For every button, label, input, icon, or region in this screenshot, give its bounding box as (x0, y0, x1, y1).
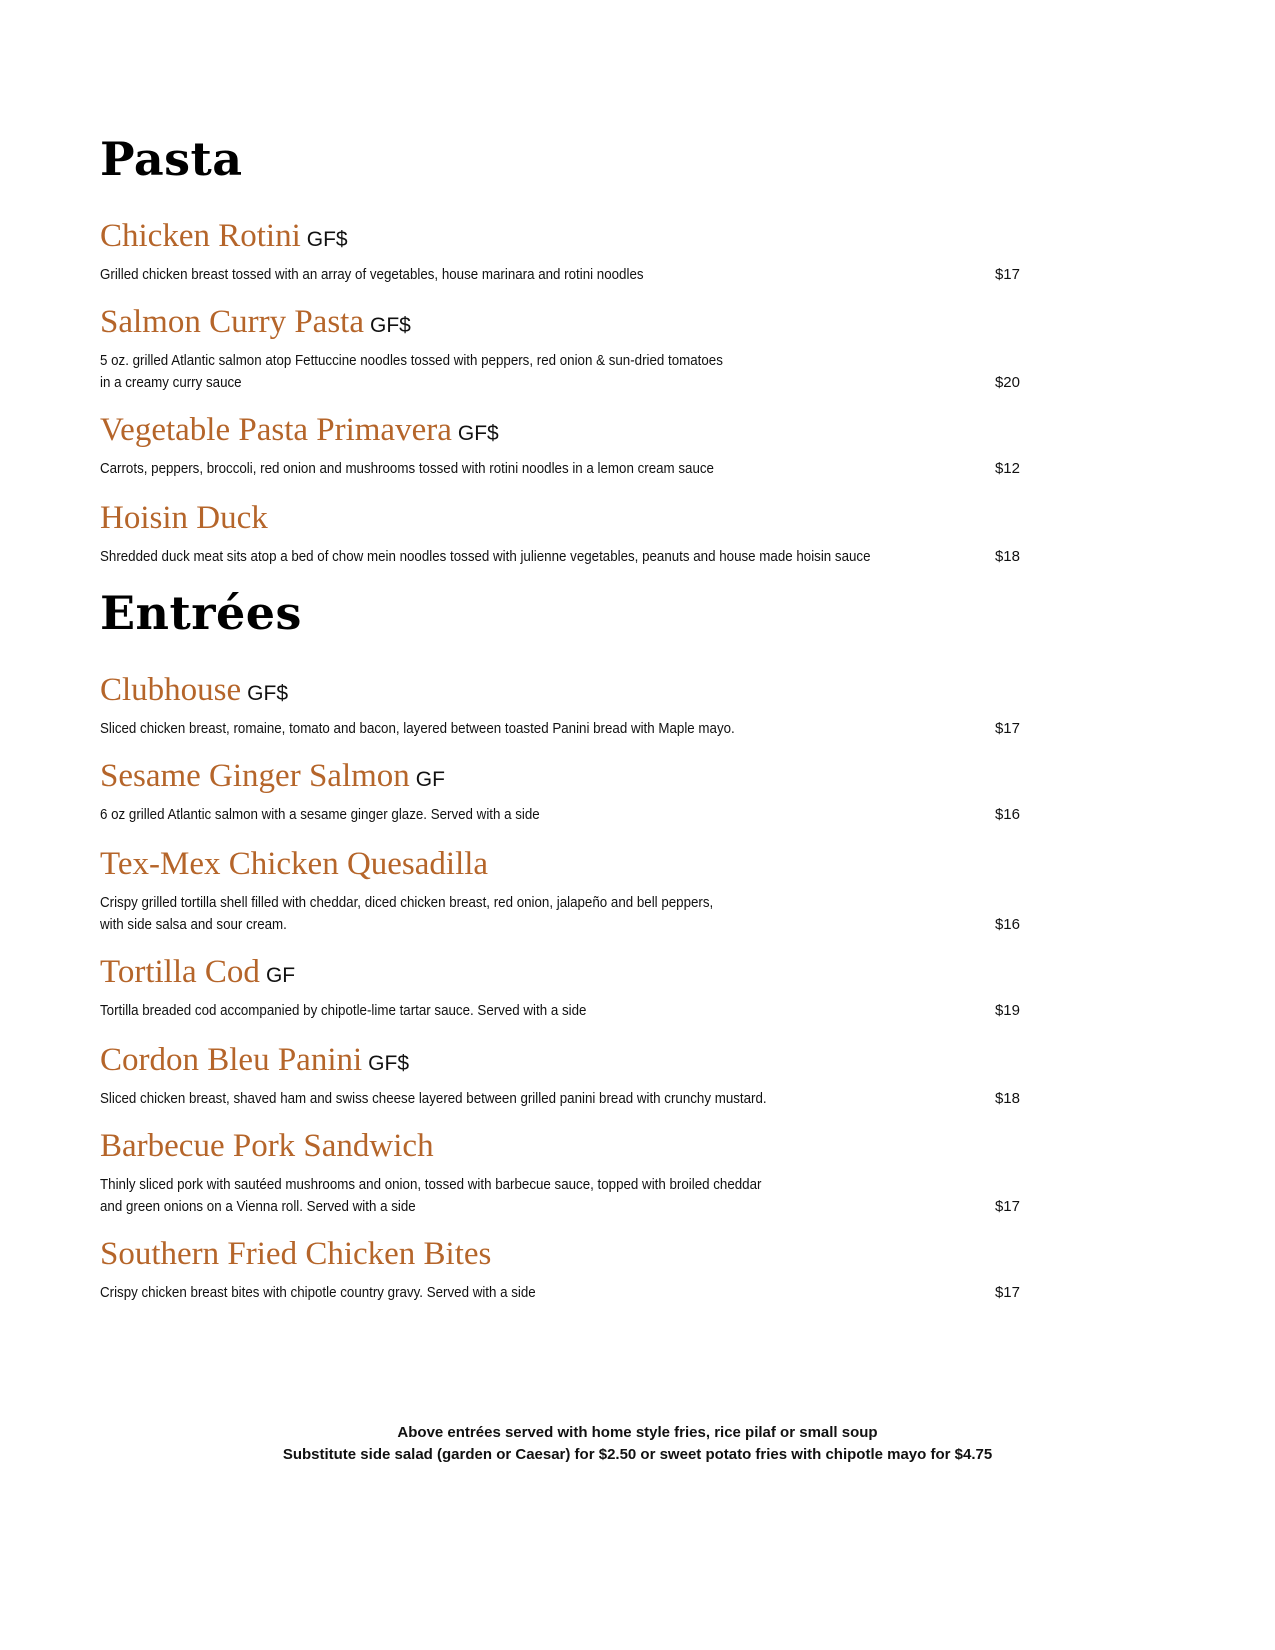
menu-item-description (100, 264, 836, 286)
menu-item (100, 1040, 1020, 1110)
menu-item-price: $18 (994, 1090, 1020, 1107)
menu-item-price: $17 (994, 266, 1020, 283)
menu-item-name: Barbecue Pork Sandwich (100, 1128, 434, 1164)
description-line: with side salsa and sour cream. (100, 917, 287, 933)
description-line: Tortilla breaded cod accompanied by chipotle-lime tartar sauce. Served with a side (100, 1003, 587, 1019)
menu-item-name: Hoisin Duck (100, 500, 268, 536)
menu-item (100, 410, 1020, 480)
menu-item-title (100, 216, 1020, 260)
menu-item (100, 216, 1020, 286)
menu-item-price: $18 (994, 548, 1020, 565)
menu-item-title (100, 952, 1020, 996)
description-line: 5 oz. grilled Atlantic salmon atop Fettuccine noodles tossed with peppers, red onion & sun-dried tomatoes (100, 353, 723, 369)
menu-item-price: $17 (994, 720, 1020, 737)
description-line: Grilled chicken breast tossed with an array of vegetables, house marinara and rotini noodles (100, 267, 644, 283)
menu-item-name: Chicken Rotini (100, 218, 301, 254)
menu-item-name: Vegetable Pasta Primavera (100, 412, 452, 448)
menu-item-price: $19 (994, 1002, 1020, 1019)
menu-item-name: Salmon Curry Pasta (100, 304, 364, 340)
description-line: Sliced chicken breast, romaine, tomato and bacon, layered between toasted Panini bread with Maple mayo. (100, 721, 735, 737)
menu-item (100, 670, 1020, 740)
menu-item-price: $17 (994, 1284, 1020, 1301)
description-line: in a creamy curry sauce (100, 375, 242, 391)
menu-item-description (100, 546, 871, 568)
pasta-section-title: Pasta (100, 132, 243, 186)
menu-item-description (100, 892, 836, 936)
menu-item-description (100, 804, 836, 826)
menu-item-description (100, 1174, 836, 1218)
menu-item-tag: GF$ (368, 1052, 410, 1075)
menu-item (100, 498, 1020, 568)
sides-note-line: Above entrées served with home style fries, rice pilaf or small soup (397, 1424, 878, 1441)
menu-item (100, 1234, 1020, 1304)
menu-item-name: Sesame Ginger Salmon (100, 758, 410, 794)
description-line: Thinly sliced pork with sautéed mushrooms and onion, tossed with barbecue sauce, topped with broiled cheddar (100, 1177, 762, 1193)
description-line: Shredded duck meat sits atop a bed of chow mein noodles tossed with julienne vegetables, peanuts and house made hoisin sauce (100, 549, 871, 565)
menu-item-description (100, 1088, 836, 1110)
description-line: Sliced chicken breast, shaved ham and swiss cheese layered between grilled panini bread with crunchy mustard. (100, 1091, 767, 1107)
menu-item-tag: GF$ (247, 682, 289, 705)
menu-item (100, 302, 1020, 394)
description-line: and green onions on a Vienna roll. Served with a side (100, 1199, 416, 1215)
menu-item (100, 756, 1020, 826)
menu-item-description (100, 458, 836, 480)
menu-item-name: Tortilla Cod (100, 954, 260, 990)
menu-item-title (100, 498, 1020, 542)
menu-item-title (100, 670, 1020, 714)
description-line: Crispy chicken breast bites with chipotle country gravy. Served with a side (100, 1285, 536, 1301)
description-line: 6 oz grilled Atlantic salmon with a sesame ginger glaze. Served with a side (100, 807, 540, 823)
menu-item-title (100, 410, 1020, 454)
menu-item-description (100, 718, 836, 740)
description-line: Crispy grilled tortilla shell filled with cheddar, diced chicken breast, red onion, jalapeño and bell peppers, (100, 895, 714, 911)
menu-item-tag: GF$ (369, 314, 411, 337)
menu-item-title (100, 1234, 1020, 1278)
menu-item-price: $16 (994, 916, 1020, 933)
menu-item-tag: GF$ (457, 422, 499, 445)
menu-item-price: $16 (994, 806, 1020, 823)
menu-item (100, 952, 1020, 1022)
menu-item-price: $12 (994, 460, 1020, 477)
menu-item-tag: GF$ (306, 228, 348, 251)
menu-item-description (100, 1282, 836, 1304)
menu-item-price: $17 (994, 1198, 1020, 1215)
menu-item-title (100, 302, 1020, 346)
sides-note (0, 1422, 1275, 1466)
menu-item-name: Southern Fried Chicken Bites (100, 1236, 492, 1272)
sides-note-line: Substitute side salad (garden or Caesar) for $2.50 or sweet potato fries with chipotle mayo for $4.75 (282, 1446, 993, 1463)
menu-item-name: Clubhouse (100, 672, 242, 708)
menu-item-name: Tex-Mex Chicken Quesadilla (100, 846, 489, 882)
entrees-section-title: Entrées (100, 586, 302, 640)
menu-item-price: $20 (994, 374, 1020, 391)
description-line: Carrots, peppers, broccoli, red onion and mushrooms tossed with rotini noodles in a lemon cream sauce (100, 461, 714, 477)
menu-item-title (100, 844, 1020, 888)
menu-item-description (100, 350, 836, 394)
menu-item-title (100, 1040, 1020, 1084)
menu-item-name: Cordon Bleu Panini (100, 1042, 363, 1078)
menu-item-title (100, 756, 1020, 800)
menu-item (100, 1126, 1020, 1218)
menu-item (100, 844, 1020, 936)
menu-item-tag: GF (415, 768, 445, 791)
menu-item-title (100, 1126, 1020, 1170)
menu-item-tag: GF (265, 964, 296, 987)
menu-item-description (100, 1000, 836, 1022)
